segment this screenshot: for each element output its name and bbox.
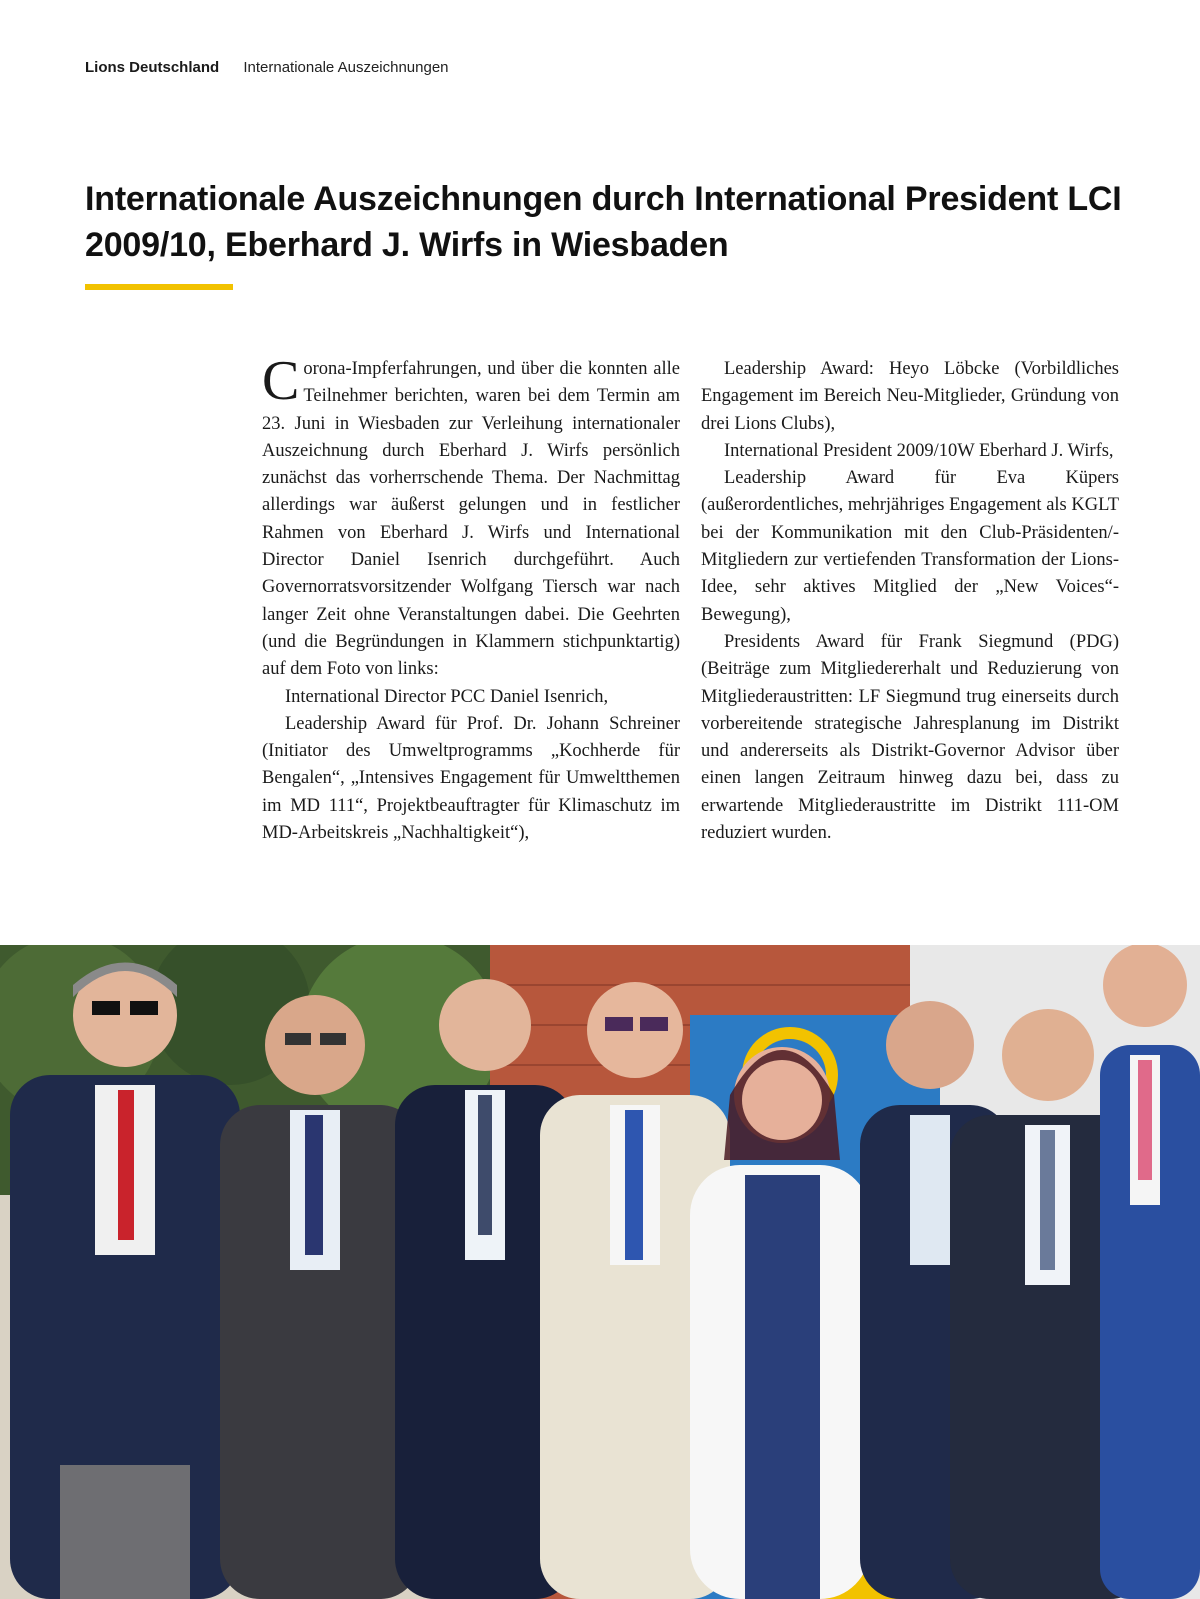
group-photo	[0, 945, 1200, 1599]
group-photo-illustration	[0, 945, 1200, 1599]
paragraph: Presidents Award für Frank Siegmund (PDG) (Beiträge zum Mitgliedererhalt und Reduzierung von Mitgliederaustritten: LF Siegmund trug einerseits durch vorbereitende strategische Jahresplanung im Distrikt und andererseits als Distrikt-Governor Advisor über einen langen Zeitraum hinweg dazu bei, dass zu erwartende Mitgliederaustritte im Distrikt 111-OM reduziert wurden.	[701, 631, 1119, 844]
article-title: Internationale Auszeichnungen durch International President LCI 2009/10, Eberhard J. Wirfs in Wiesbaden	[85, 180, 1122, 264]
paragraph: Leadership Award: Heyo Löbcke (Vorbildliches Engagement im Bereich Neu-Mitglieder, Gründung von drei Lions Clubs),	[701, 359, 1119, 434]
topic-label: Internationale Auszeichnungen	[243, 59, 449, 76]
paragraph: International Director PCC Daniel Isenrich,	[285, 686, 609, 707]
article-column-left	[262, 350, 680, 847]
paragraph: Leadership Award für Eva Küpers (außerordentliches, mehrjähriges Engagement als KGLT bei der Kommunikation mit den Club-Präsidenten/-Mitgliedern zur vertiefenden Transformation der Lions-Idee, sehr aktives Mitglied der „New Voices“-Bewegung),	[701, 468, 1119, 625]
paragraph-text: orona-Impferfahrungen, und über die konnten alle Teilnehmer berichten, waren bei dem Termin am 23. Juni in Wiesbaden zur Verleihung internationaler Auszeichnung durch Eberhard J. Wirfs persönlich zunächst das vorherrschende Thema. Der Nachmittag allerdings war äußerst gelungen und in festlicher Rahmen von Eberhard J. Wirfs und International Director Daniel Isenrich durchgeführt. Auch Governorratsvorsitzender Wolfgang Tiersch war nach langer Zeit ohne Veranstaltungen dabei. Die Geehrten (und die Begründungen in Klammern stichpunktartig) auf dem Foto von links:	[262, 359, 680, 680]
article-column-right	[701, 356, 1119, 847]
paragraph: Leadership Award für Prof. Dr. Johann Schreiner (Initiator des Umweltprogramms „Kochherde für Bengalen“, „Intensives Engagement für Umweltthemen im MD 111“, Projektbeauftragter für Klimaschutz im MD-Arbeitskreis „Nachhaltigkeit“),	[262, 713, 680, 844]
paragraph: International President 2009/10W Eberhard J. Wirfs,	[724, 440, 1114, 461]
paragraph	[262, 350, 680, 684]
running-head	[85, 58, 449, 78]
drop-cap: C	[262, 350, 300, 412]
section-label: Lions Deutschland	[85, 59, 220, 76]
accent-rule	[85, 284, 233, 290]
